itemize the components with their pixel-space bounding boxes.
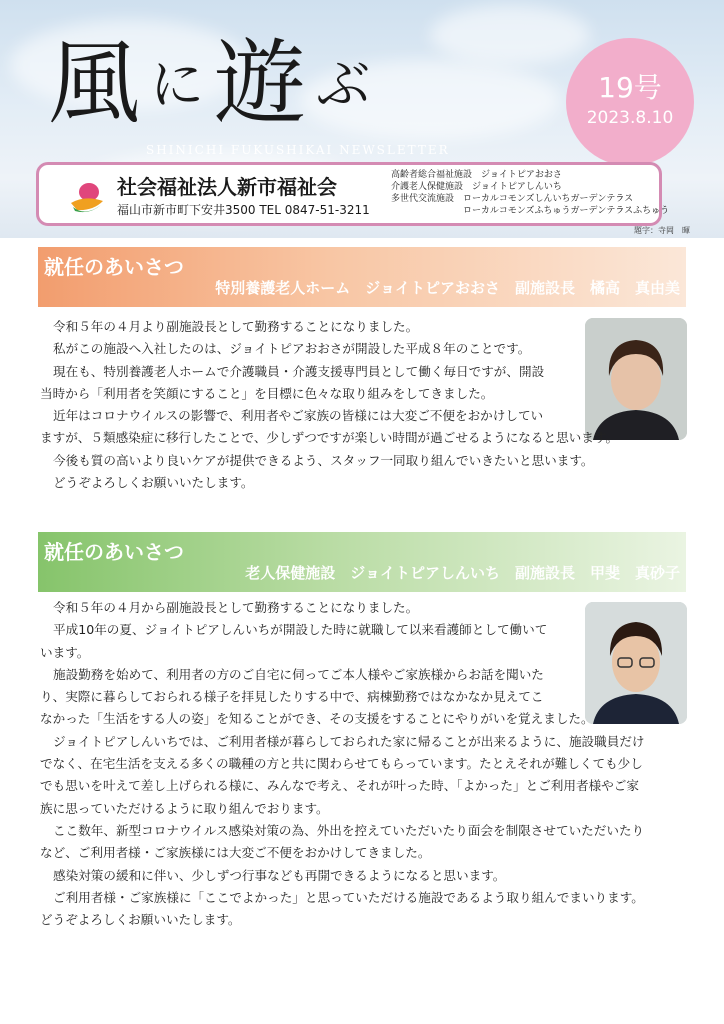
body-line: 施設勤務を始めて、利用者の方のご自宅に伺ってご本人様やご家族様からお話を聞いた bbox=[53, 666, 544, 682]
issue-number: 19号 bbox=[598, 71, 662, 104]
facility-list bbox=[391, 169, 669, 217]
body-line: 現在も、特別養護老人ホームで介護職員・介護支援専門員として働く毎日ですが、開設 bbox=[53, 363, 545, 379]
title-char: 風 bbox=[48, 30, 151, 137]
newsletter-header bbox=[0, 0, 724, 238]
newsletter-subtitle: SHINICHI FUKUSHIKAI NEWSLETTER bbox=[146, 143, 450, 157]
body-line: 平成10年の夏、ジョイトピアしんいちが開設した時に就職して以来看護師として働いて bbox=[53, 622, 548, 638]
body-line: ここ数年、新型コロナウイルス感染対策の為、外出を控えていただいたり面会を制限させていただいたり bbox=[53, 822, 645, 838]
body-line: 当時から「利用者を笑顔にすること」を目標に色々な取り組みをしてきました。 bbox=[40, 385, 494, 401]
newsletter-title bbox=[48, 30, 381, 137]
section-body bbox=[40, 316, 618, 494]
title-char: 遊 bbox=[214, 30, 317, 137]
body-line: 感染対策の緩和に伴い、少しずつ行事なども再開できるようになると思います。 bbox=[53, 867, 506, 883]
section-title: 就任のあいさつ bbox=[44, 540, 184, 564]
section-title: 就任のあいさつ bbox=[44, 255, 184, 279]
body-line: 私がこの施設へ入社したのは、ジョイトピアおおさが開設した平成８年のことです。 bbox=[53, 341, 531, 357]
body-line: でなく、在宅生活を支える多くの職種の方と共に関わらせてもらっています。たとえそれが難しくても少し bbox=[40, 756, 643, 772]
body-line: でも思いを叶えて差し上げられる様に、みんなで考え、それが叶った時、「よかった」とご利用者様やご家 bbox=[40, 778, 639, 794]
facility-item: 介護老人保健施設 ジョイトピアしんいち bbox=[391, 182, 562, 192]
section-author: 特別養護老人ホーム ジョイトピアおおさ 副施設長 橘高 真由美 bbox=[215, 279, 680, 297]
body-line: なかった「生活をする人の姿」を知ることができ、その支援をすることにやりがいを覚えました。 bbox=[40, 711, 594, 727]
body-line: います。 bbox=[40, 644, 90, 660]
section-heading bbox=[38, 247, 686, 307]
body-line: ますが、５類感染症に移行したことで、少しずつですが楽しい時間が過ごせるようになると思います。 bbox=[40, 430, 619, 446]
body-line: 令和５年の４月より副施設長として勤務することになりました。 bbox=[53, 319, 419, 334]
section-heading bbox=[38, 532, 686, 592]
organization-address: 福山市新市町下安井3500 TEL 0847-51-3211 bbox=[117, 203, 370, 217]
body-line: 令和５年の４月から副施設長として勤務することになりました。 bbox=[53, 600, 419, 615]
sky-cloud bbox=[430, 5, 590, 65]
body-line: など、ご利用者様・ご家族様には大変ご不便をおかけしてきました。 bbox=[40, 845, 431, 861]
facility-item: 高齢者総合福祉施設 ジョイトピアおおさ bbox=[391, 170, 562, 180]
body-line: どうぞよろしくお願いいたします。 bbox=[40, 912, 241, 928]
organization-box bbox=[36, 162, 670, 226]
section-author: 老人保健施設 ジョイトピアしんいち 副施設長 甲斐 真砂子 bbox=[245, 564, 680, 582]
body-line: 族に思っていただけるように取り組んでおります。 bbox=[40, 800, 329, 816]
title-char: ぶ bbox=[316, 53, 381, 116]
body-line: 今後も質の高いより良いケアが提供できるよう、スタッフ一同取り組んでいきたいと思います。 bbox=[53, 452, 594, 468]
issue-date: 2023.8.10 bbox=[586, 108, 674, 128]
body-line: ご利用者様・ご家族様に「ここでよかった」と思っていただける施設であるよう取り組んでまいります。 bbox=[53, 889, 644, 905]
title-char: に bbox=[150, 53, 215, 116]
body-line: り、実際に暮らしておられる様子を拝見したりする中で、病棟勤務ではなかなか見えてこ bbox=[40, 689, 544, 705]
body-line: どうぞよろしくお願いいたします。 bbox=[53, 475, 254, 491]
calligraphy-credit: 題字：寺岡 暉 bbox=[634, 226, 690, 235]
section-body bbox=[40, 597, 645, 931]
body-line: 近年はコロナウイルスの影響で、利用者やご家族の皆様には大変ご不便をおかけしてい bbox=[53, 408, 544, 424]
organization-name: 社会福祉法人新市福祉会 bbox=[117, 175, 337, 199]
facility-item: ローカルコモンズふちゅうガーデンテラスふちゅう bbox=[391, 206, 670, 216]
facility-item: 多世代交流施設 ローカルコモンズしんいちガーデンテラス bbox=[391, 194, 634, 204]
organization-logo-icon bbox=[67, 177, 107, 217]
issue-badge bbox=[566, 38, 694, 166]
body-line: ジョイトピアしんいちでは、ご利用者様が暮らしておられた家に帰ることが出来るように、施設職員だけ bbox=[53, 733, 645, 749]
